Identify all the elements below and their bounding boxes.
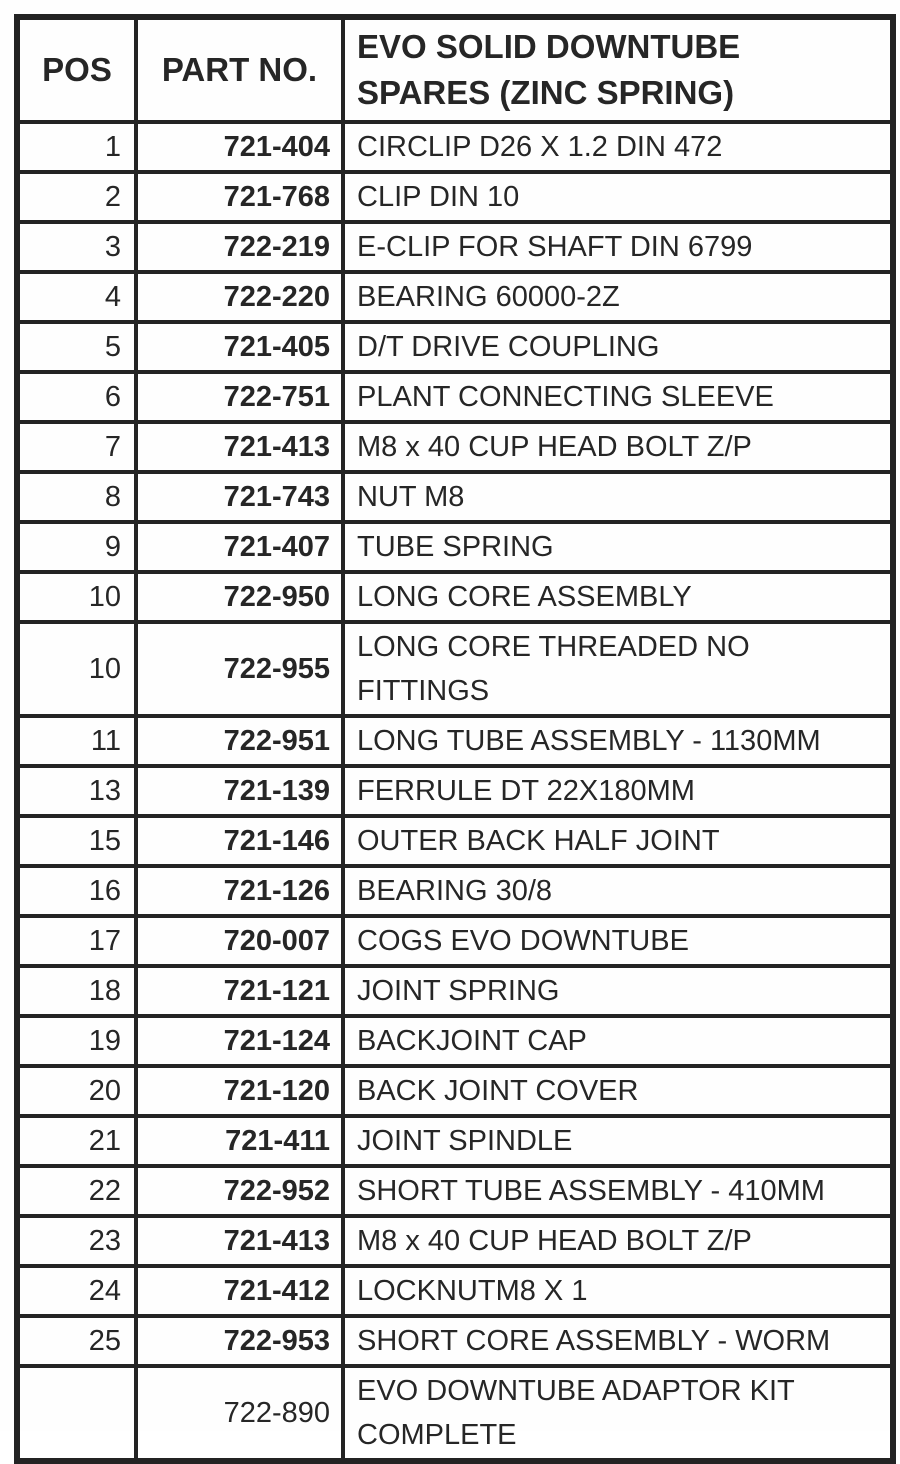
description-cell: BEARING 30/8 [343,866,893,916]
description-cell: BACKJOINT CAP [343,1016,893,1066]
part-no-cell: 722-951 [136,716,343,766]
description-cell: NUT M8 [343,472,893,522]
description-cell: COGS EVO DOWNTUBE [343,916,893,966]
pos-cell: 18 [17,966,136,1016]
pos-cell: 4 [17,272,136,322]
pos-cell: 9 [17,522,136,572]
pos-cell: 16 [17,866,136,916]
pos-cell: 20 [17,1066,136,1116]
description-cell: LONG CORE THREADED NO FITTINGS [343,622,893,716]
pos-cell: 10 [17,572,136,622]
part-no-cell: 721-411 [136,1116,343,1166]
part-no-cell: 722-950 [136,572,343,622]
table-row [17,172,893,222]
description-cell: JOINT SPINDLE [343,1116,893,1166]
pos-cell: 17 [17,916,136,966]
part-no-cell: 721-139 [136,766,343,816]
table-row [17,1216,893,1266]
description-cell: M8 x 40 CUP HEAD BOLT Z/P [343,1216,893,1266]
description-cell: BEARING 60000-2Z [343,272,893,322]
table-row [17,572,893,622]
table-row [17,766,893,816]
pos-cell: 22 [17,1166,136,1216]
pos-cell: 13 [17,766,136,816]
table-row [17,966,893,1016]
pos-cell [17,1366,136,1461]
part-no-cell: 722-890 [136,1366,343,1461]
pos-cell: 21 [17,1116,136,1166]
description-cell: SHORT CORE ASSEMBLY - WORM [343,1316,893,1366]
table-row [17,716,893,766]
pos-cell: 7 [17,422,136,472]
table-row [17,472,893,522]
table-row [17,1016,893,1066]
column-header-pos: POS [17,17,136,122]
table-row [17,422,893,472]
pos-cell: 25 [17,1316,136,1366]
pos-cell: 10 [17,622,136,716]
table-row [17,1116,893,1166]
table-row [17,1266,893,1316]
part-no-cell: 721-124 [136,1016,343,1066]
pos-cell: 2 [17,172,136,222]
description-cell: TUBE SPRING [343,522,893,572]
part-no-cell: 721-407 [136,522,343,572]
description-cell: FERRULE DT 22X180MM [343,766,893,816]
description-cell: SHORT TUBE ASSEMBLY - 410MM [343,1166,893,1216]
column-header-description [343,17,893,122]
pos-cell: 1 [17,122,136,172]
part-no-cell: 722-219 [136,222,343,272]
part-no-cell: 721-120 [136,1066,343,1116]
table-row [17,866,893,916]
description-cell: CLIP DIN 10 [343,172,893,222]
header-row [17,17,893,122]
description-cell: LONG CORE ASSEMBLY [343,572,893,622]
table-row [17,622,893,716]
description-cell: OUTER BACK HALF JOINT [343,816,893,866]
table-row [17,1366,893,1461]
description-cell: M8 x 40 CUP HEAD BOLT Z/P [343,422,893,472]
part-no-cell: 721-413 [136,1216,343,1266]
part-no-cell: 721-146 [136,816,343,866]
parts-table-header [17,17,893,122]
pos-cell: 23 [17,1216,136,1266]
table-row [17,1066,893,1116]
part-no-cell: 721-743 [136,472,343,522]
description-cell: LOCKNUTM8 X 1 [343,1266,893,1316]
column-header-description-line2: SPARES (ZINC SPRING) [357,74,735,111]
description-cell: E-CLIP FOR SHAFT DIN 6799 [343,222,893,272]
pos-cell: 6 [17,372,136,422]
table-row [17,816,893,866]
table-row [17,272,893,322]
description-cell: PLANT CONNECTING SLEEVE [343,372,893,422]
parts-table-body [17,122,893,1461]
part-no-cell: 721-413 [136,422,343,472]
pos-cell: 15 [17,816,136,866]
description-cell: CIRCLIP D26 X 1.2 DIN 472 [343,122,893,172]
pos-cell: 5 [17,322,136,372]
table-row [17,322,893,372]
part-no-cell: 720-007 [136,916,343,966]
pos-cell: 24 [17,1266,136,1316]
pos-cell: 11 [17,716,136,766]
part-no-cell: 721-405 [136,322,343,372]
description-cell: LONG TUBE ASSEMBLY - 1130MM [343,716,893,766]
parts-table [14,14,896,1464]
table-row [17,916,893,966]
part-no-cell: 722-955 [136,622,343,716]
part-no-cell: 722-953 [136,1316,343,1366]
pos-cell: 3 [17,222,136,272]
part-no-cell: 721-404 [136,122,343,172]
description-cell: BACK JOINT COVER [343,1066,893,1116]
table-row [17,522,893,572]
column-header-description-line1: EVO SOLID DOWNTUBE [357,28,741,65]
part-no-cell: 721-121 [136,966,343,1016]
part-no-cell: 722-220 [136,272,343,322]
part-no-cell: 722-952 [136,1166,343,1216]
pos-cell: 19 [17,1016,136,1066]
table-row [17,222,893,272]
part-no-cell: 722-751 [136,372,343,422]
table-row [17,1166,893,1216]
column-header-part-no: PART NO. [136,17,343,122]
table-row [17,1316,893,1366]
table-row [17,122,893,172]
description-cell: D/T DRIVE COUPLING [343,322,893,372]
description-cell: JOINT SPRING [343,966,893,1016]
part-no-cell: 721-126 [136,866,343,916]
table-row [17,372,893,422]
description-cell: EVO DOWNTUBE ADAPTOR KIT COMPLETE [343,1366,893,1461]
part-no-cell: 721-768 [136,172,343,222]
part-no-cell: 721-412 [136,1266,343,1316]
pos-cell: 8 [17,472,136,522]
